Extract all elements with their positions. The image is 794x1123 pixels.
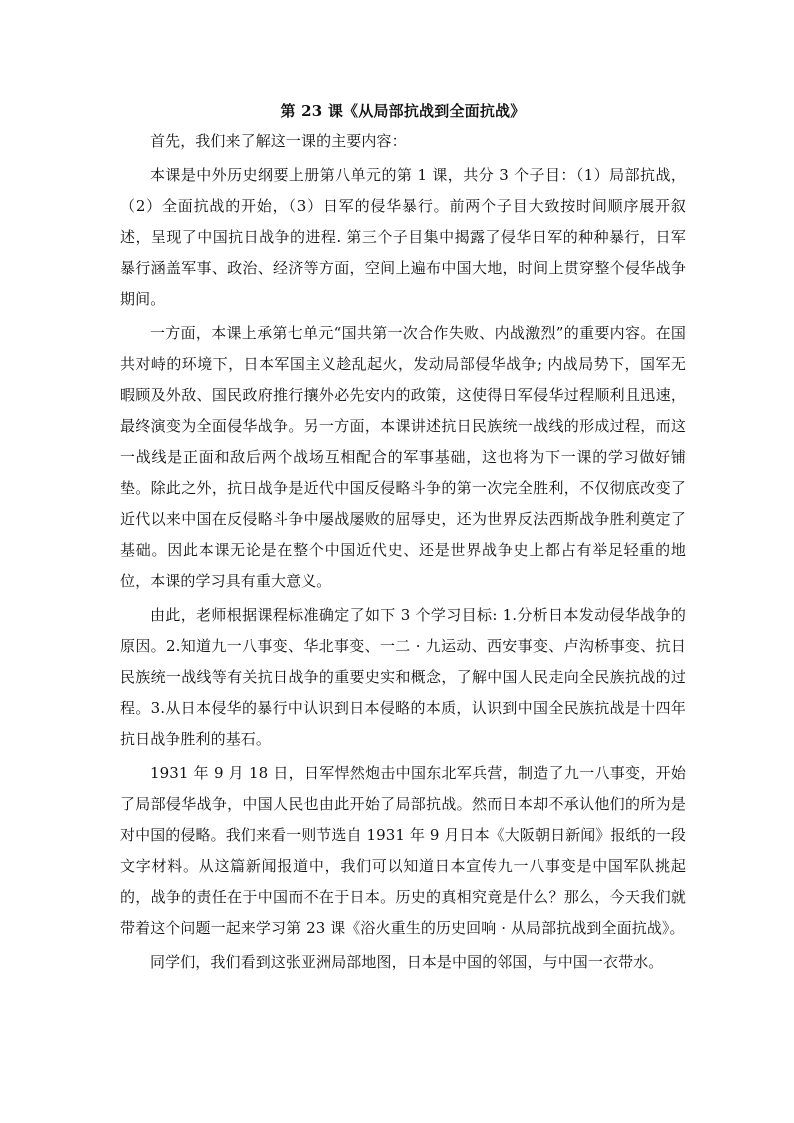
paragraph-map: 同学们，我们看到这张亚洲局部地图，日本是中国的邻国，与中国一衣带水。: [150, 953, 664, 971]
paragraph-context: 一方面，本课上承第七单元“国共第一次合作失败、内战激烈”的重要内容。在国共对峙的环境下，日本军国主义趁乱起火，发动局部侵华战争; 内战局势下，国军无暇顾及外敌、国民政府推行攘外必先安内的政策，这使得日军侵华过程顺利且迅速，最终演变为全面侵华战争。另一方面，本课讲述抗日民族统一战线的形成过程，而这一战线是正面和敌后两个战场互相配合的军事基础，这也将为下一课的学习做好铺垫。除此之外，抗日战争是近代中国反侵略斗争的第一次完全胜利，不仅彻底改变了近代以来中国在反侵略斗争中屡战屡败的屈辱史，还为世界反法西斯战争胜利奠定了基础。因此本课无论是在整个中国近代史、还是世界战争史上都占有举足轻重的地位，本课的学习具有重大意义。: [120, 324, 686, 590]
paragraph-learning-goals: 由此，老师根据课程标准确定了如下 3 个学习目标: 1.分析日本发动侵华战争的原因。2.知道九一八事变、华北事变、一二 · 九运动、西安事变、卢沟桥事变、抗日民族统一战线等有关抗日战争的重要史实和概念，了解中国人民走向全民族抗战的过程。3.从日本侵华的暴行中认识到日本侵略的本质，认识到中国全民族抗战是十四年抗日战争胜利的基石。: [120, 606, 686, 748]
paragraph-september-18: 1931 年 9 月 18 日，日军悍然炮击中国东北军兵营，制造了九一八事变，开始了局部侵华战争，中国人民也由此开始了局部抗战。然而日本却不承认他们的所为是对中国的侵略。我们来看一则节选自 1931 年 9 月日本《大阪朝日新闻》报纸的一段文字材料。从这篇新闻报道中，我们可以知道日本宣传九一八事变是中国军队挑起的，战争的责任在于中国而不在于日本。历史的真相究竟是什么？那么，今天我们就带着这个问题一起来学习第 23 课《浴火重生的历史回响 · 从局部抗战到全面抗战》。: [120, 764, 686, 937]
page-title: 第 23 课《从局部抗战到全面抗战》: [280, 102, 526, 120]
document-body: [120, 96, 686, 978]
paragraph-content-overview: 本课是中外历史纲要上册第八单元的第 1 课，共分 3 个子目：（1）局部抗战，（2）全面抗战的开始，（3）日军的侵华暴行。前两个子目大致按时间顺序展开叙述，呈现了中国抗日战争的进程. 第三个子目集中揭露了侵华日军的种种暴行，日军暴行涵盖军事、政治、经济等方面，空间上遍布中国大地，时间上贯穿整个侵华战争期间。: [120, 166, 686, 308]
paragraph-intro: 首先，我们来了解这一课的主要内容：: [150, 132, 407, 150]
